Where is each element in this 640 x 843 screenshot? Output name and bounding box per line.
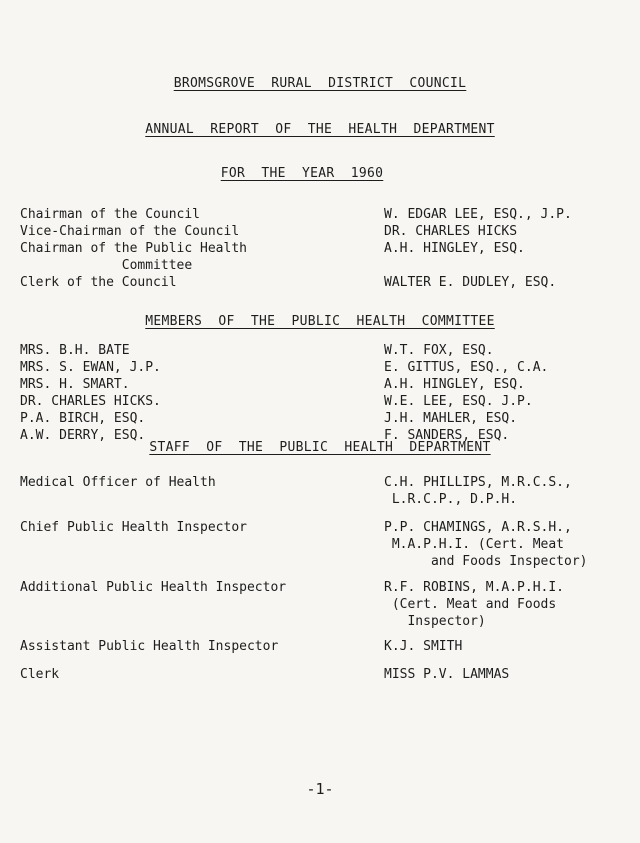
report-year: FOR THE YEAR 1960 bbox=[220, 166, 384, 181]
staff-name-line: P.P. CHAMINGS, A.R.S.H., bbox=[384, 520, 572, 535]
staff-role: Chief Public Health Inspector bbox=[20, 520, 247, 535]
member-name: F. SANDERS, ESQ. bbox=[384, 428, 510, 443]
member-name: A.H. HINGLEY, ESQ. bbox=[384, 377, 525, 392]
staff-name-line: Inspector) bbox=[384, 614, 486, 629]
member-name: MRS. S. EWAN, J.P. bbox=[20, 360, 161, 375]
staff-name-line: C.H. PHILLIPS, M.R.C.S., bbox=[384, 475, 572, 490]
member-name: W.E. LEE, ESQ. J.P. bbox=[384, 394, 533, 409]
officer-name: WALTER E. DUDLEY, ESQ. bbox=[384, 275, 557, 290]
staff-role: Assistant Public Health Inspector bbox=[20, 639, 279, 654]
staff-name-line: K.J. SMITH bbox=[384, 639, 463, 654]
member-name: MRS. H. SMART. bbox=[20, 377, 130, 392]
officer-name: W. EDGAR LEE, ESQ., J.P. bbox=[384, 207, 572, 222]
officer-name: DR. CHARLES HICKS bbox=[384, 224, 518, 239]
member-name: W.T. FOX, ESQ. bbox=[384, 343, 494, 358]
member-name: MRS. B.H. BATE bbox=[20, 343, 130, 358]
staff-name-line: R.F. ROBINS, M.A.P.H.I. bbox=[384, 580, 565, 595]
staff-name-line: M.A.P.H.I. (Cert. Meat bbox=[384, 537, 565, 552]
staff-name-line: (Cert. Meat and Foods bbox=[384, 597, 557, 612]
member-name: A.W. DERRY, ESQ. bbox=[20, 428, 146, 443]
report-title: ANNUAL REPORT OF THE HEALTH DEPARTMENT bbox=[145, 122, 495, 137]
member-name: DR. CHARLES HICKS. bbox=[20, 394, 161, 409]
officer-role: Chairman of the Public Health bbox=[20, 241, 247, 256]
member-name: P.A. BIRCH, ESQ. bbox=[20, 411, 146, 426]
officer-role: Committee bbox=[20, 258, 193, 273]
staff-role: Medical Officer of Health bbox=[20, 475, 216, 490]
staff-name-line: and Foods Inspector) bbox=[384, 554, 588, 569]
member-name: E. GITTUS, ESQ., C.A. bbox=[384, 360, 549, 375]
staff-role: Additional Public Health Inspector bbox=[20, 580, 287, 595]
page-number: -1- bbox=[306, 780, 334, 798]
members-title: MEMBERS OF THE PUBLIC HEALTH COMMITTEE bbox=[145, 314, 495, 329]
staff-role: Clerk bbox=[20, 667, 60, 682]
council-title: BROMSGROVE RURAL DISTRICT COUNCIL bbox=[173, 76, 467, 91]
officer-role: Vice-Chairman of the Council bbox=[20, 224, 240, 239]
officer-role: Clerk of the Council bbox=[20, 275, 177, 290]
officer-name: A.H. HINGLEY, ESQ. bbox=[384, 241, 525, 256]
staff-name-line: MISS P.V. LAMMAS bbox=[384, 667, 510, 682]
staff-title: STAFF OF THE PUBLIC HEALTH DEPARTMENT bbox=[149, 440, 491, 455]
staff-name-line: L.R.C.P., D.P.H. bbox=[384, 492, 518, 507]
member-name: J.H. MAHLER, ESQ. bbox=[384, 411, 518, 426]
officer-role: Chairman of the Council bbox=[20, 207, 201, 222]
